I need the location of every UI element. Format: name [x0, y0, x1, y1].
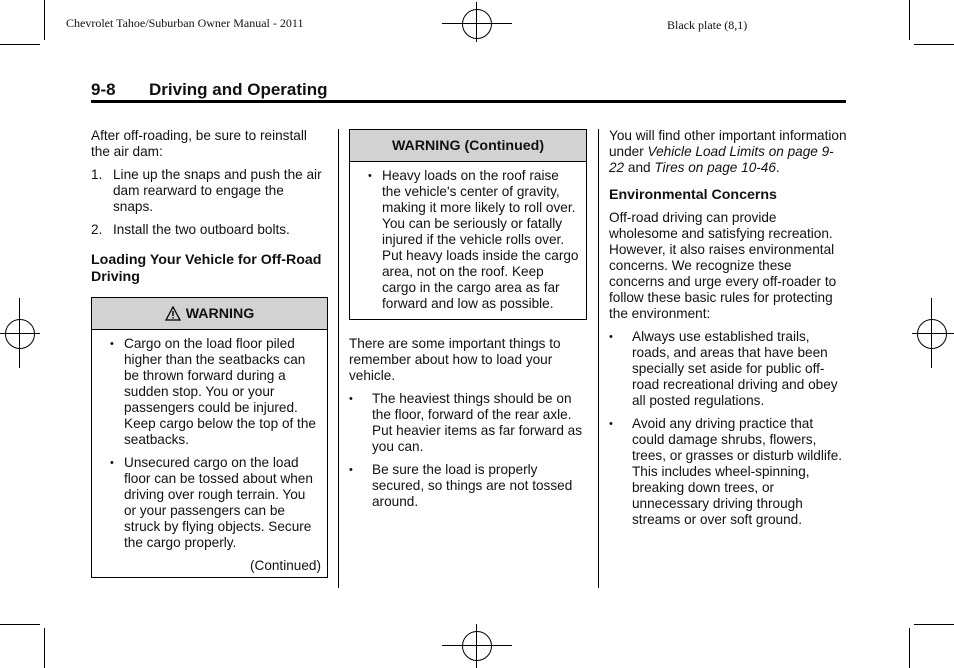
- running-header-left: Chevrolet Tahoe/Suburban Owner Manual - 2011: [66, 16, 304, 30]
- bullet-list: [609, 329, 847, 528]
- crop-mark: [0, 44, 40, 45]
- list-item: 2. Install the two outboard bolts.: [91, 222, 290, 237]
- section-title: Driving and Operating: [149, 80, 328, 99]
- warning-title: WARNING (Continued): [391, 137, 545, 154]
- crop-mark: [914, 44, 954, 45]
- list-item: • Be sure the load is properly secured, so things are not tossed around.: [349, 462, 573, 509]
- running-header-right: Black plate (8,1): [667, 18, 748, 32]
- subheading: Loading Your Vehicle for Off-Road Driving: [91, 252, 322, 285]
- list-item: • Avoid any driving practice that could damage shrubs, flowers, trees, or grasses or disturb wildlife. This includes wheel-spinning, breaking down trees, or unnecessary driving through streams or over soft ground.: [609, 416, 843, 527]
- column-2: [349, 129, 587, 517]
- list-item: • Cargo on the load floor piled higher than the seatbacks can be thrown forward during a sudden stop. You or your passengers could be injured. Keep cargo below the top of the seatbacks.: [110, 336, 316, 447]
- bullet-list: [349, 391, 587, 510]
- warning-header: [92, 298, 327, 330]
- paragraph: There are some important things to remember about how to load your vehicle.: [349, 336, 561, 383]
- list-item: • Heavy loads on the roof raise the vehicle's center of gravity, making it more likely to roll over. You can be seriously or fatally injured if the vehicle rolls over. Put heavy loads inside the cargo area, not on the roof. Keep cargo in the cargo area as far forward and low as possible.: [368, 168, 579, 311]
- cross-reference-link[interactable]: Vehicle Load Limits on page 9-22: [609, 144, 834, 175]
- list-item: 1. Line up the snaps and push the air dam rearward to engage the snaps.: [91, 167, 322, 214]
- crop-mark: [909, 628, 910, 668]
- warning-triangle-icon: [165, 306, 181, 321]
- warning-list: [350, 162, 586, 312]
- column-divider: [598, 129, 599, 588]
- paragraph: After off-roading, be sure to reinstall the air dam:: [91, 128, 307, 159]
- crop-mark: [909, 0, 910, 40]
- numbered-list: [91, 167, 327, 238]
- warning-header: [350, 130, 586, 162]
- list-item: • The heaviest things should be on the floor, forward of the rear axle. Put heavier items as far forward as you can.: [349, 391, 583, 454]
- section-number: 9-8: [91, 80, 116, 99]
- list-item: • Unsecured cargo on the load floor can be tossed about when driving over rough terrain. You or your passengers can be struck by flying objects. Secure the cargo properly.: [110, 455, 313, 550]
- warning-list: [92, 330, 327, 551]
- subheading: Environmental Concerns: [609, 187, 777, 203]
- warning-box-continued: [349, 129, 587, 320]
- column-1: [91, 128, 327, 578]
- crop-mark: [44, 0, 45, 40]
- crop-mark: [0, 624, 40, 625]
- warning-box: [91, 297, 328, 578]
- crop-mark: [44, 628, 45, 668]
- column-divider: [338, 129, 339, 588]
- continued-label: (Continued): [249, 558, 321, 573]
- section-header: [91, 80, 846, 103]
- column-3: [609, 128, 847, 535]
- list-item: • Always use established trails, roads, and areas that have been specially set aside for public off-road recreational driving and obey all posted regulations.: [609, 329, 838, 408]
- paragraph: Off-road driving can provide wholesome and satisfying recreation. However, it also raises environmental concerns. We recognize these concerns and urge every off-roader to follow these basic rules for protecting the environment:: [609, 210, 837, 321]
- crop-mark: [914, 624, 954, 625]
- paragraph: You will find other important information under Vehicle Load Limits on page 9-22 and Tires on page 10-46.: [609, 128, 847, 175]
- cross-reference-link[interactable]: Tires on page 10-46: [654, 160, 776, 175]
- warning-title: WARNING: [185, 305, 255, 322]
